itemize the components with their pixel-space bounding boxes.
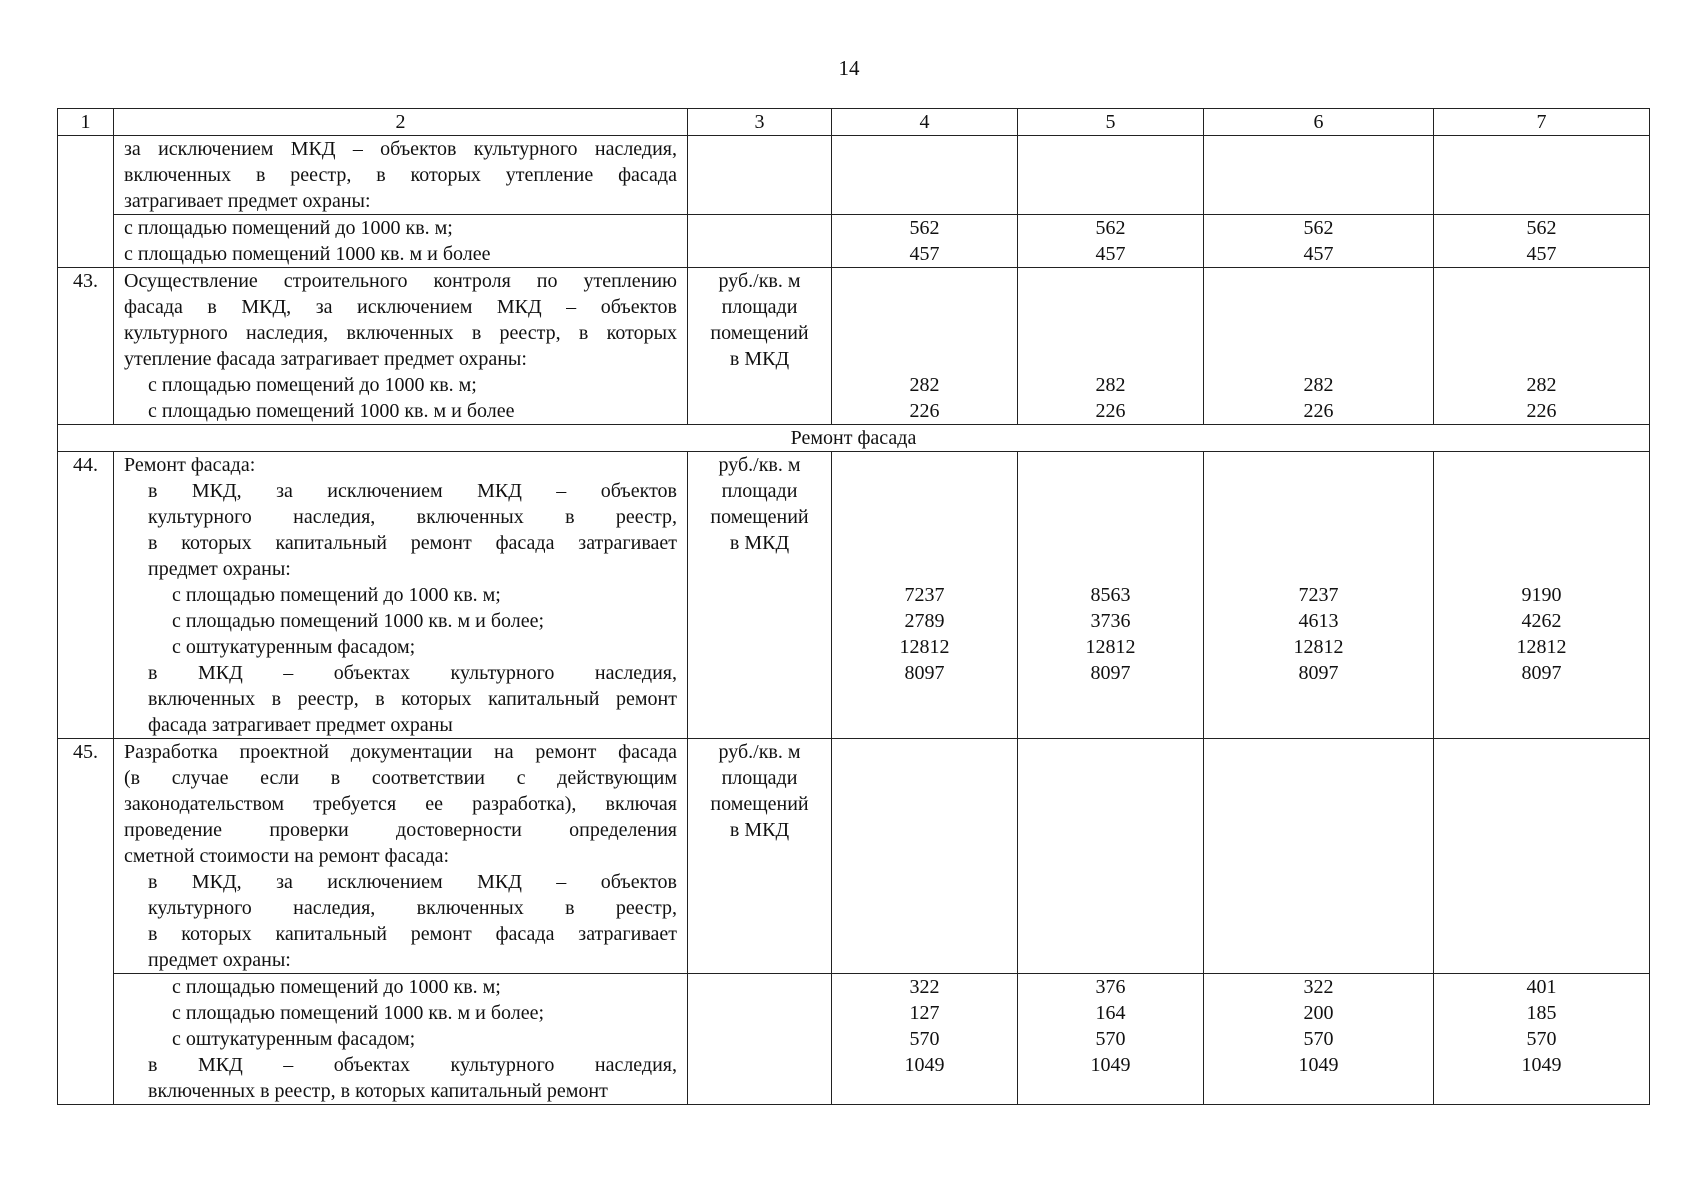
header-row: [58, 109, 1650, 136]
value-cell: 562 457: [1018, 215, 1204, 268]
col-header-5: 5: [1018, 109, 1204, 136]
value-cell: 282 226: [832, 268, 1018, 425]
col-header-3: 3: [688, 109, 832, 136]
row-description: Осуществление строительного контроля по утеплению фасада в МКД, за исключением МКД – объектов культурного наследия, включенных в реестр, в которых утепление фасада затрагивает предмет охраны: с площадью помещений до 1000 кв. м; с площадью помещений 1000 кв. м и более: [114, 268, 688, 425]
value-cell: 8563 3736 12812 8097: [1018, 452, 1204, 739]
row-description: с площадью помещений до 1000 кв. м; с площадью помещений 1000 кв. м и более: [114, 215, 688, 268]
unit-cell: руб./кв. м площади помещений в МКД: [688, 739, 832, 974]
value-cell: 282 226: [1018, 268, 1204, 425]
value-cell: 562 457: [1434, 215, 1650, 268]
table-row: [58, 215, 1650, 268]
row-description: Разработка проектной документации на ремонт фасада (в случае если в соответствии с действующим законодательством требуется ее разработка), включая проведение проверки достоверности определения сметной стоимости на ремонт фасада: в МКД, за исключением МКД – объектов культурного наследия, включенных в реестр, в которых капитальный ремонт фасада затрагивает предмет охраны:: [114, 739, 688, 974]
col-header-7: 7: [1434, 109, 1650, 136]
row-description: с площадью помещений до 1000 кв. м; с площадью помещений 1000 кв. м и более; с оштукатуренным фасадом; в МКД – объектах культурного наследия, включенных в реестр, в которых капитальный ремонт: [114, 974, 688, 1105]
tariff-table: [57, 108, 1650, 1105]
row-description: Ремонт фасада: в МКД, за исключением МКД – объектов культурного наследия, включенных в реестр, в которых капитальный ремонт фасада затрагивает предмет охраны: с площадью помещений до 1000 кв. м; с площадью помещений 1000 кв. м и более; с оштукатуренным фасадом; в МКД – объектах культурного наследия, включенных в реестр, в которых капитальный ремонт фасада затрагивает предмет охраны: [114, 452, 688, 739]
value-cell: 322 127 570 1049: [832, 974, 1018, 1105]
page-number: 14: [838, 56, 860, 80]
table-row: [58, 268, 1650, 425]
value-cell: 322 200 570 1049: [1204, 974, 1434, 1105]
col-header-6: 6: [1204, 109, 1434, 136]
row-number: 43.: [58, 268, 114, 425]
value-cell: 401 185 570 1049: [1434, 974, 1650, 1105]
unit-cell: руб./кв. м площади помещений в МКД: [688, 268, 832, 425]
value-cell: 7237 2789 12812 8097: [832, 452, 1018, 739]
table-row: [58, 974, 1650, 1105]
col-header-4: 4: [832, 109, 1018, 136]
table-row: [58, 739, 1650, 974]
value-cell: 562 457: [1204, 215, 1434, 268]
value-cell: 376 164 570 1049: [1018, 974, 1204, 1105]
unit-cell: руб./кв. м площади помещений в МКД: [688, 452, 832, 739]
table-row: [58, 452, 1650, 739]
value-cell: 7237 4613 12812 8097: [1204, 452, 1434, 739]
section-title: Ремонт фасада: [58, 425, 1650, 452]
table-row: [58, 136, 1650, 215]
value-cell: 562 457: [832, 215, 1018, 268]
row-number: 45.: [58, 739, 114, 1105]
section-row: [58, 425, 1650, 452]
value-cell: 282 226: [1204, 268, 1434, 425]
row-number: 44.: [58, 452, 114, 739]
col-header-1: 1: [58, 109, 114, 136]
value-cell: 282 226: [1434, 268, 1650, 425]
row-description: за исключением МКД – объектов культурного наследия, включенных в реестр, в которых утепление фасада затрагивает предмет охраны:: [114, 136, 688, 215]
col-header-2: 2: [114, 109, 688, 136]
value-cell: 9190 4262 12812 8097: [1434, 452, 1650, 739]
